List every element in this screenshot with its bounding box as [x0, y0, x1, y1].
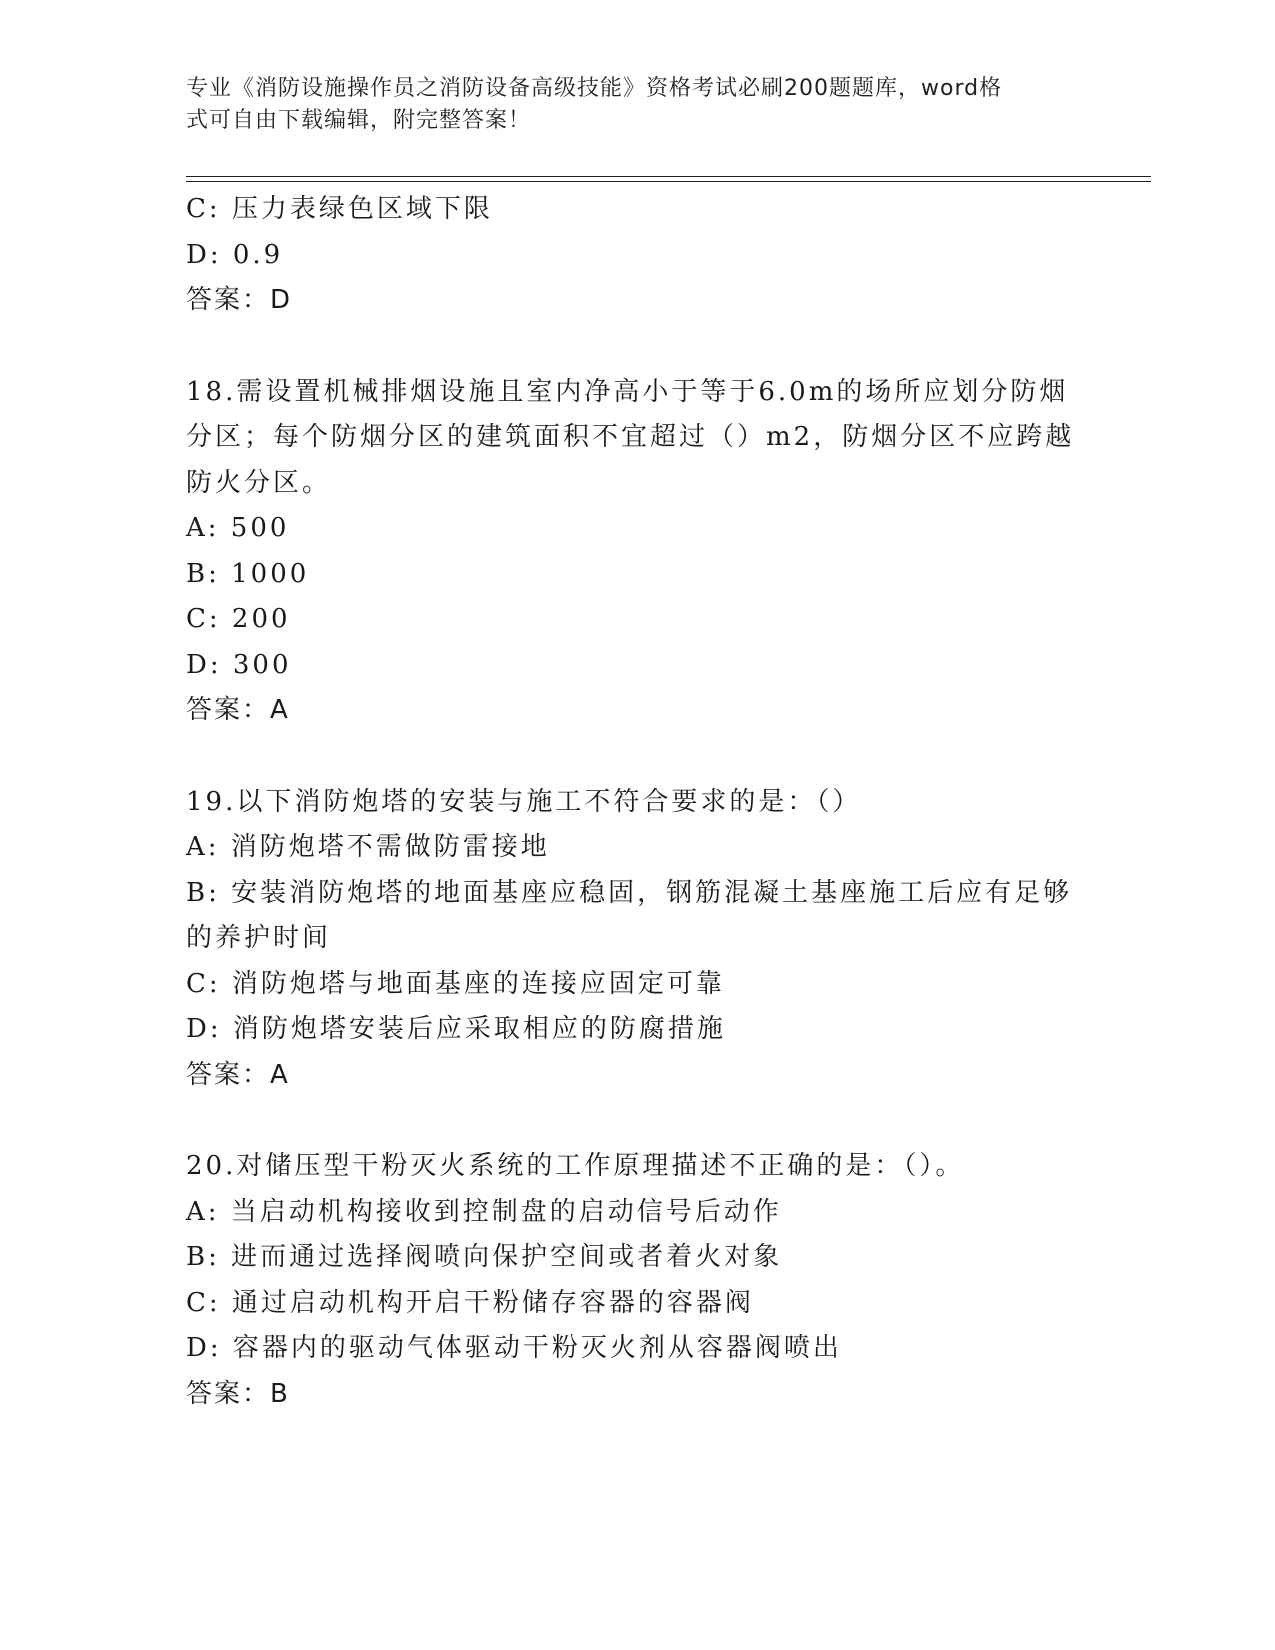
option-d: D: 消防炮塔安装后应采取相应的防腐措施 — [186, 1014, 726, 1044]
option-c: C: 消防炮塔与地面基座的连接应固定可靠 — [186, 968, 725, 999]
question-text-line: 防火分区。 — [186, 467, 332, 498]
question-spacer — [186, 734, 1086, 780]
question-text-line: 18.需设置机械排烟设施且室内净高小于等于6.0m的场所应划分防烟 — [186, 376, 1069, 407]
answer-line: 答案：A — [186, 695, 290, 725]
option-a: A: 500 — [186, 513, 290, 543]
option-b: B: 安装消防炮塔的地面基座应稳固，钢筋混凝土基座施工后应有足够 — [186, 877, 1073, 908]
option-b: B: 1000 — [186, 558, 310, 589]
page-header — [186, 73, 1066, 137]
option-d: D: 容器内的驱动气体驱动干粉灭火剂从容器阀喷出 — [186, 1333, 842, 1363]
question-spacer — [186, 1098, 1086, 1144]
question-text-line: 19.以下消防炮塔的安装与施工不符合要求的是：（） — [186, 786, 862, 817]
question-17-continuation — [186, 187, 1086, 324]
option-a: A: 当启动机构接收到控制盘的启动信号后动作 — [186, 1196, 782, 1227]
answer-line: 答案：B — [186, 1378, 290, 1409]
option-c: C: 200 — [186, 604, 291, 634]
option-c: C: 压力表绿色区域下限 — [186, 194, 493, 224]
header-divider-top — [186, 176, 1151, 177]
question-list — [186, 187, 1086, 1417]
option-d: D: 0.9 — [186, 239, 284, 270]
answer-line: 答案：A — [186, 1059, 290, 1090]
header-divider-bottom — [186, 181, 1151, 182]
question-spacer — [186, 324, 1086, 370]
option-d: D: 300 — [186, 649, 292, 680]
question-20 — [186, 1144, 1086, 1417]
answer-line: 答案：D — [186, 285, 293, 315]
question-text-line: 分区；每个防烟分区的建筑面积不宜超过（）m2，防烟分区不应跨越 — [186, 422, 1075, 452]
question-text-line: 20.对储压型干粉灭火系统的工作原理描述不正确的是：（）。 — [186, 1151, 965, 1181]
question-19 — [186, 780, 1086, 1099]
header-line-2: 式可自由下载编辑，附完整答案！ — [186, 108, 532, 133]
question-18 — [186, 370, 1086, 734]
option-a: A: 消防炮塔不需做防雷接地 — [186, 832, 550, 862]
option-b-continuation: 的养护时间 — [186, 923, 332, 953]
header-line-1: 专业《消防设施操作员之消防设备高级技能》资格考试必刷200题题库，word格 — [186, 76, 1003, 101]
option-c: C: 通过启动机构开启干粉储存容器的容器阀 — [186, 1287, 754, 1318]
option-b: B: 进而通过选择阀喷向保护空间或者着火对象 — [186, 1242, 783, 1272]
